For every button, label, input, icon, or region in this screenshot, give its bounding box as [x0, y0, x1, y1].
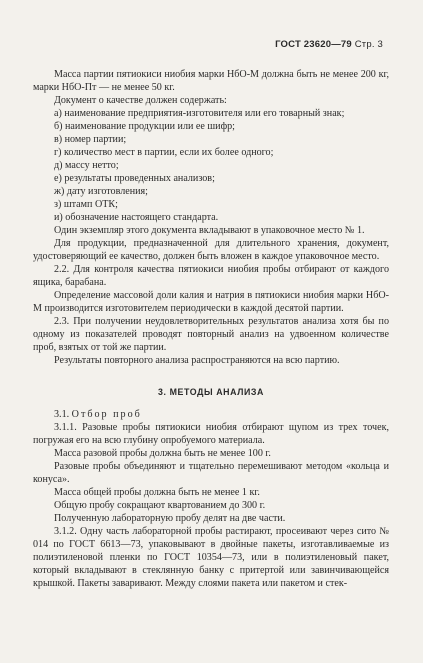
- list-item: г) количество мест в партии, если их более одного;: [54, 147, 274, 158]
- paragraph: Масса разовой пробы должна быть не менее 100 г.: [54, 448, 271, 459]
- paragraph: Один экземпляр этого документа вкладывают в упаковочное место № 1.: [54, 225, 365, 236]
- list-item: з) штамп ОТК;: [54, 199, 118, 210]
- paragraph: 3.1.1. Разовые пробы пятиокиси ниобия отбирают щупом из трех точек, погружая его на всю глубину опробуемого материала.: [33, 422, 389, 446]
- paragraph: 3.1.2. Одну часть лабораторной пробы растирают, просеивают через сито № 014 по ГОСТ 6613—73, упаковывают в двойные пакеты, изготавливаемые из полиэтиленовой пленки по ГОСТ 10354—73, или в полиэтиленовый пакет, который вкладывают в стеклянную банку с притертой или завинчивающейся крышкой. Пакеты заваривают. Между слоями пакета или пакетом и стек-: [33, 526, 389, 589]
- paragraph: Результаты повторного анализа распространяются на всю партию.: [54, 355, 340, 366]
- paragraph: Полученную лабораторную пробу делят на две части.: [54, 513, 286, 524]
- standard-number: ГОСТ 23620—79: [275, 39, 352, 50]
- list-item: в) номер партии;: [54, 134, 127, 145]
- list-item: д) массу нетто;: [54, 160, 119, 171]
- paragraph: 2.2. Для контроля качества пятиокиси ниобия пробы отбирают от каждого ящика, барабана.: [33, 264, 389, 288]
- document-body: [33, 68, 389, 590]
- subsection-number: 3.1.: [54, 409, 70, 420]
- paragraph: Определение массовой доли калия и натрия в пятиокиси ниобия марки НбО-М производится изготовителем периодически в каждой десятой партии.: [33, 290, 389, 314]
- list-item: а) наименование предприятия-изготовителя или его товарный знак;: [54, 108, 345, 119]
- paragraph: Для продукции, предназначенной для длительного хранения, документ, удостоверяющий ее качество, должен быть вложен в каждое упаковочное место.: [33, 238, 389, 262]
- list-item: е) результаты проведенных анализов;: [54, 173, 215, 184]
- paragraph: Общую пробу сокращают квартованием до 300 г.: [54, 500, 266, 511]
- list-item: б) наименование продукции или ее шифр;: [54, 121, 235, 132]
- paragraph: Документ о качестве должен содержать:: [54, 95, 227, 106]
- paragraph: Разовые пробы объединяют и тщательно перемешивают методом «кольца и конуса».: [33, 461, 389, 485]
- subsection-title: [33, 408, 389, 421]
- list-item: и) обозначение настоящего стандарта.: [54, 212, 219, 223]
- subsection-name: Отбор проб: [71, 409, 142, 420]
- page-header: [275, 39, 383, 50]
- paragraph: Масса общей пробы должна быть не менее 1 кг.: [54, 487, 260, 498]
- paragraph: Масса партии пятиокиси ниобия марки НбО-М должна быть не менее 200 кг, марки НбО-Пт — не менее 50 кг.: [33, 69, 389, 93]
- list-item: ж) дату изготовления;: [54, 186, 148, 197]
- page-number: Стр. 3: [354, 39, 383, 50]
- section-heading: 3. МЕТОДЫ АНАЛИЗА: [158, 387, 264, 397]
- paragraph: 2.3. При получении неудовлетворительных результатов анализа хотя бы по одному из показателей проводят повторный анализ на удвоенном количестве проб, взятых от той же партии.: [33, 316, 389, 353]
